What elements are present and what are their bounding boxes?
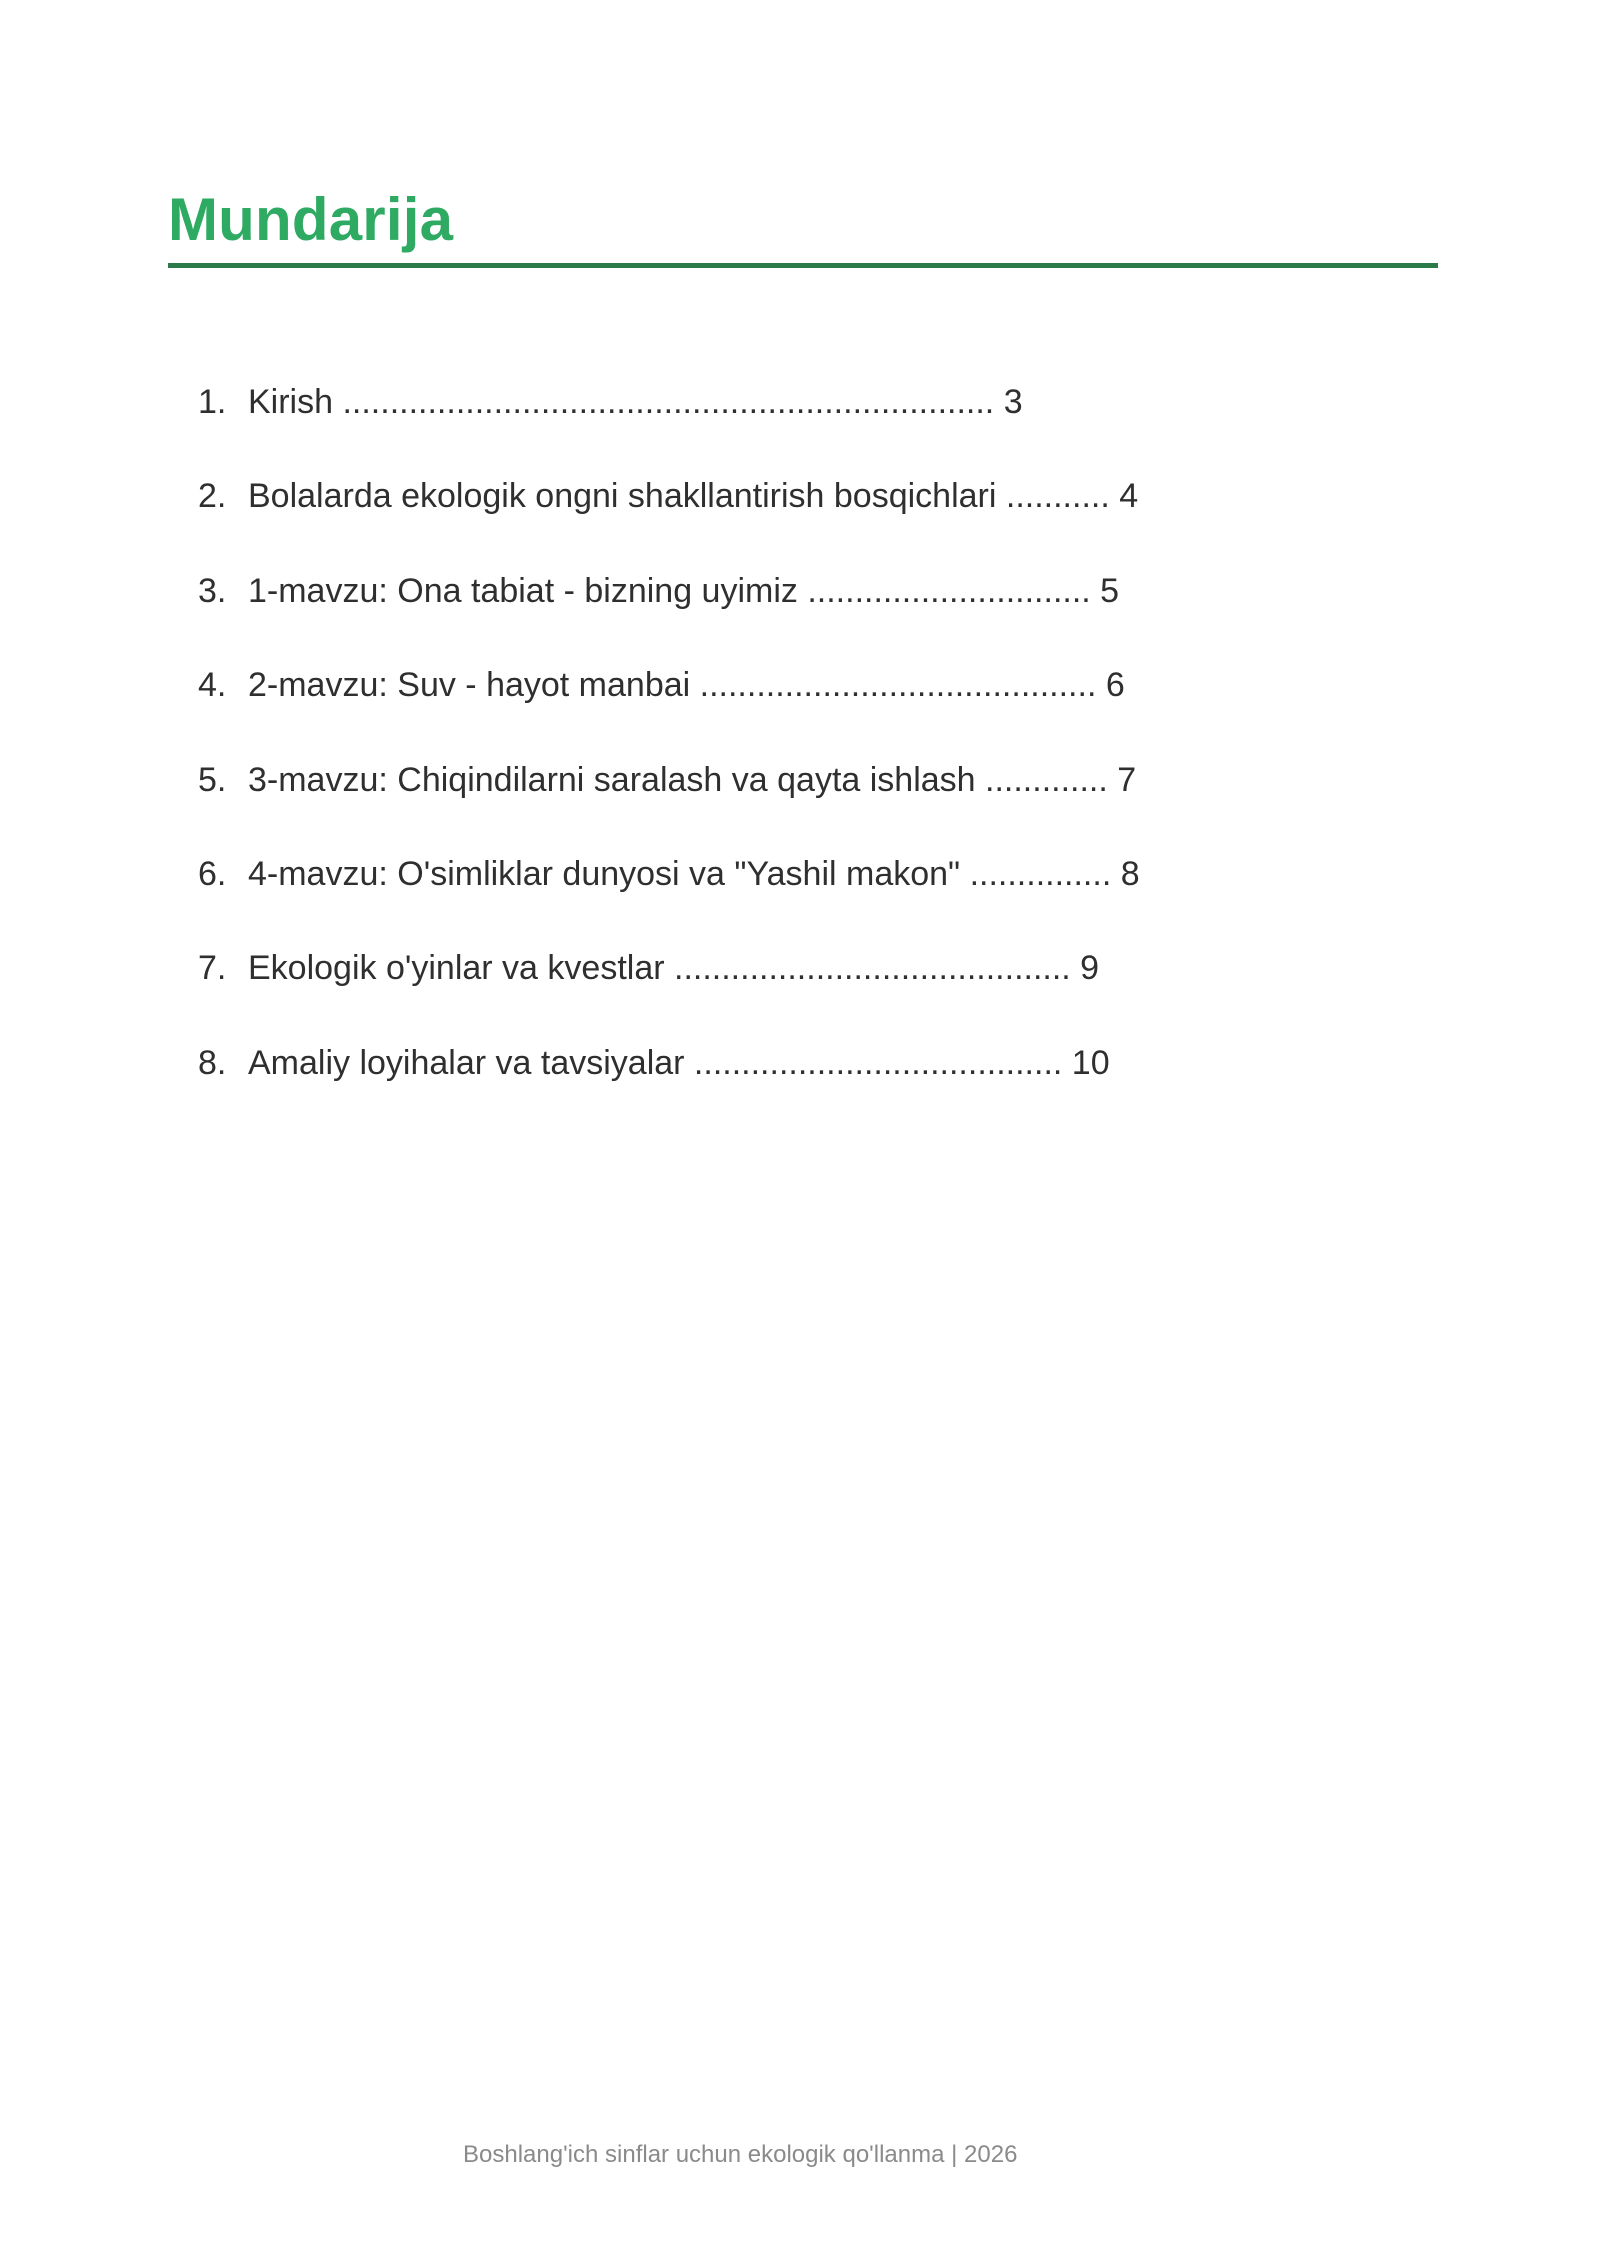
- toc-item[interactable]: [198, 1033, 1298, 1127]
- toc-item-number: 8.: [198, 1043, 227, 1082]
- toc-item[interactable]: [198, 844, 1298, 938]
- toc-item-label: 4-mavzu: O'simliklar dunyosi va "Yashil makon" ............... 8: [248, 854, 1140, 893]
- toc-item[interactable]: [198, 561, 1298, 655]
- toc-item-number: 5.: [198, 760, 227, 799]
- table-of-contents: [198, 372, 1298, 1127]
- footer-text: Boshlang'ich sinflar uchun ekologik qo'llanma | 2026: [463, 2141, 1018, 2168]
- toc-item-label: Ekologik o'yinlar va kvestlar .......................................... 9: [248, 949, 1100, 988]
- toc-item[interactable]: [198, 372, 1298, 466]
- toc-item[interactable]: [198, 750, 1298, 844]
- toc-item[interactable]: [198, 466, 1298, 560]
- toc-item-number: 3.: [198, 571, 227, 610]
- toc-item-number: 2.: [198, 477, 227, 516]
- toc-item[interactable]: [198, 655, 1298, 749]
- toc-item-number: 4.: [198, 666, 227, 705]
- toc-item-label: 3-mavzu: Chiqindilarni saralash va qayta ishlash ............. 7: [248, 760, 1137, 799]
- toc-item-number: 1.: [198, 383, 227, 421]
- toc-item-label: 2-mavzu: Suv - hayot manbai .......................................... 6: [248, 666, 1125, 705]
- toc-item[interactable]: [198, 938, 1298, 1032]
- toc-item-label: 1-mavzu: Ona tabiat - bizning uyimiz .............................. 5: [248, 571, 1120, 610]
- toc-item-number: 6.: [198, 854, 227, 893]
- page-title: Mundarija: [168, 186, 454, 253]
- toc-item-number: 7.: [198, 949, 227, 988]
- toc-item-label: Kirish ..................................................................... 3: [248, 383, 1023, 421]
- title-underline: [168, 263, 1438, 268]
- toc-item-label: Bolalarda ekologik ongni shakllantirish bosqichlari ........... 4: [248, 477, 1139, 516]
- toc-item-label: Amaliy loyihalar va tavsiyalar ....................................... 10: [248, 1043, 1110, 1082]
